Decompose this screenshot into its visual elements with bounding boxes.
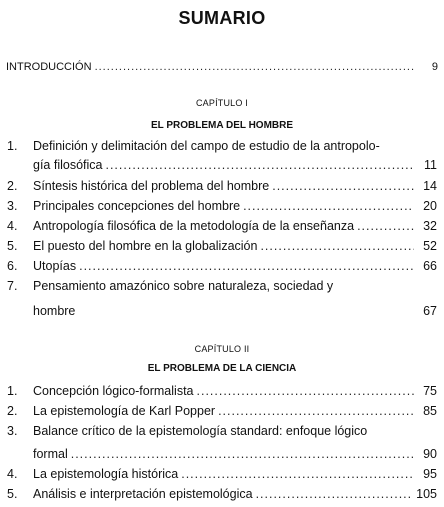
entry-text-line2: gía filosófica: [33, 158, 103, 172]
toc-entry: [7, 217, 437, 236]
dot-leader: [181, 465, 414, 484]
entry-number: 4.: [7, 467, 18, 481]
page-number: 9: [431, 61, 438, 73]
entry-number: 2.: [7, 179, 18, 193]
entry-text-line1: Balance crítico de la epistemología standard: enfoque lógico: [33, 424, 368, 438]
entry-text: La epistemología de Karl Popper: [33, 404, 216, 418]
entry-text: Antropología filosófica de la metodología de la enseñanza: [33, 219, 355, 233]
page-number: 67: [423, 304, 437, 318]
entry-text: Concepción lógico-formalista: [33, 384, 194, 398]
entry-text-line2: hombre: [33, 304, 76, 318]
entry-number: 3.: [7, 199, 18, 213]
dot-leader: [95, 61, 415, 73]
toc-entry: [7, 402, 437, 421]
dot-leader: [105, 156, 414, 175]
page-number: 90: [423, 447, 437, 461]
entry-number: 5.: [7, 239, 18, 253]
page-number: 66: [423, 259, 437, 273]
entry-text: El puesto del hombre en la globalización: [33, 239, 258, 253]
dot-leader: [197, 382, 415, 401]
toc-entry: [7, 177, 437, 196]
entry-text-line1: Definición y delimitación del campo de estudio de la antropolo-: [33, 139, 380, 153]
toc-entry: [7, 197, 437, 216]
page-number: 52: [423, 239, 437, 253]
toc-entry: [7, 382, 437, 401]
entry-number: 2.: [7, 404, 18, 418]
page-number: 14: [423, 179, 437, 193]
entry-text-line1: Pensamiento amazónico sobre naturaleza, sociedad y: [33, 279, 334, 293]
toc-entry: [7, 137, 437, 175]
page-number: 20: [423, 199, 437, 213]
entry-text: Utopías: [33, 259, 77, 273]
dot-leader: [243, 197, 414, 216]
entry-number: 7.: [7, 279, 18, 293]
toc-entry-introduccion: [6, 61, 438, 73]
page-number: 85: [423, 404, 437, 418]
page-number: 75: [423, 384, 437, 398]
toc-entry: [7, 237, 437, 256]
toc-entry: [7, 465, 437, 484]
toc-entry: [7, 277, 437, 321]
dot-leader: [272, 177, 414, 196]
chapter-title: EL PROBLEMA DEL HOMBRE: [150, 120, 294, 131]
entry-number: 6.: [7, 259, 18, 273]
toc-entry: [7, 422, 437, 464]
dot-leader: [218, 402, 414, 421]
page-number: 95: [423, 467, 437, 481]
page-title: SUMARIO: [178, 8, 266, 28]
toc-entry: [7, 485, 437, 504]
entry-label: INTRODUCCIÓN: [6, 61, 92, 73]
entry-text-line2: formal: [33, 447, 68, 461]
entry-number: 1.: [7, 139, 18, 153]
dot-leader: [357, 217, 414, 236]
toc-entry: [7, 257, 437, 276]
chapter-title: EL PROBLEMA DE LA CIENCIA: [147, 363, 297, 374]
entry-text: Síntesis histórica del problema del hombre: [33, 179, 270, 193]
entry-number: 4.: [7, 219, 18, 233]
chapter-label: CAPÍTULO I: [195, 98, 248, 108]
entry-number: 5.: [7, 487, 18, 501]
dot-leader: [71, 445, 414, 464]
entry-number: 1.: [7, 384, 18, 398]
page-number: 11: [424, 158, 437, 172]
page-number: 105: [416, 487, 437, 501]
dot-leader: [260, 237, 414, 256]
entry-text: Principales concepciones del hombre: [33, 199, 241, 213]
entry-number: 3.: [7, 424, 18, 438]
chapter-label: CAPÍTULO II: [194, 344, 250, 354]
entry-text: La epistemología histórica: [33, 467, 179, 481]
dot-leader: [79, 257, 414, 276]
page-number: 32: [423, 219, 437, 233]
dot-leader: [256, 485, 414, 504]
entry-text: Análisis e interpretación epistemológica: [33, 487, 253, 501]
